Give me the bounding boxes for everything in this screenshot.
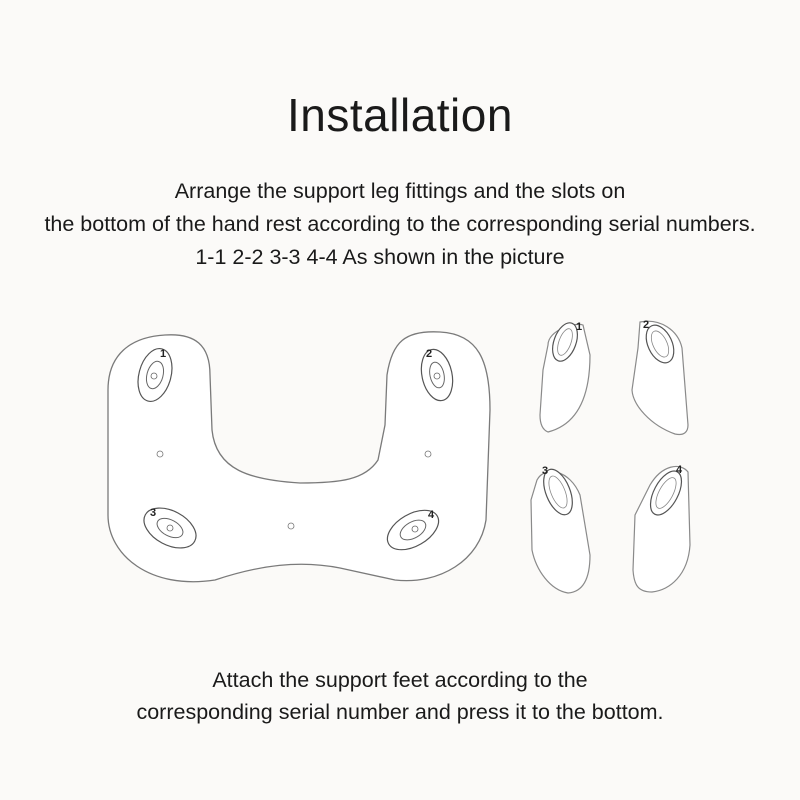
slot-label-2: 2 — [426, 348, 433, 360]
footer-line-1: Attach the support feet according to the — [212, 668, 588, 692]
instruction-line-1: Arrange the support leg fittings and the slots on — [174, 179, 626, 203]
slot-label-3: 3 — [150, 507, 157, 519]
support-leg-2 — [632, 319, 688, 435]
support-leg-1 — [540, 319, 590, 432]
slot-label-4: 4 — [428, 509, 435, 521]
slot-label-1: 1 — [160, 348, 167, 360]
instruction-line-2: the bottom of the hand rest according to the corresponding serial numbers. — [44, 212, 756, 236]
page-title: Installation — [287, 89, 513, 141]
leg-label-4: 4 — [676, 464, 683, 476]
footer-text — [0, 664, 800, 728]
footer-line-2: corresponding serial number and press it to the bottom. — [136, 700, 664, 724]
leg-label-3: 3 — [542, 465, 549, 477]
instruction-text — [0, 175, 800, 274]
leg-label-1: 1 — [576, 321, 583, 333]
support-leg-3 — [531, 465, 590, 593]
instruction-line-3: 1-1 2-2 3-3 4-4 As shown in the picture — [195, 245, 565, 269]
support-leg-4 — [633, 464, 690, 592]
leg-label-2: 2 — [643, 319, 650, 331]
installation-diagram — [0, 300, 800, 600]
